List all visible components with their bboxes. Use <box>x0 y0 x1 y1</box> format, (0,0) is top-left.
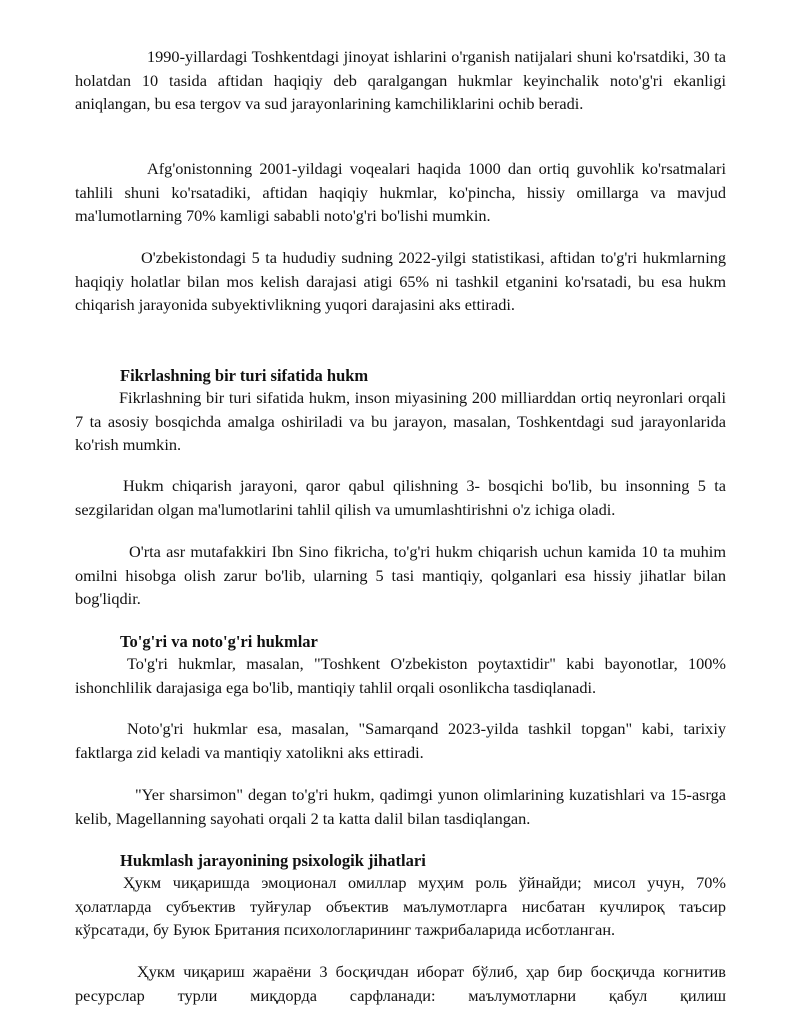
paragraph-emotional-factors: Ҳукм чиқаришда эмоционал омиллар муҳим роль ўйнайди; мисол учун, 70% ҳолатларда субъектив туйғулар объектив маълумотларга нисбатан кучлироқ таъсир кўрсатади, бу Буюк Британия психологларининг тажрибаларида исботланган. <box>75 873 726 940</box>
section-heading-psychological-aspects: Hukmlash jarayonining psixologik jihatlari <box>120 851 426 870</box>
paragraph-brain-neurons: Fikrlashning bir turi sifatida hukm, inson miyasining 200 milliarddan ortiq neyronlari orqali 7 ta asosiy bosqichda amalga oshiriladi va bu jarayon, masalan, Toshkentdagi sud jarayonlarida ko'rish mumkin. <box>75 388 726 455</box>
section-heading-true-false-judgments: To'g'ri va noto'g'ri hukmlar <box>120 632 318 651</box>
paragraph-three-stages: Ҳукм чиқариш жараёни 3 босқичдан иборат бўлиб, ҳар бир босқичда когнитив ресурслар турли миқдорда сарфланади: маълумотларни қабул қилиш <box>75 962 726 1005</box>
paragraph-decision-stage: Hukm chiqarish jarayoni, qaror qabul qilishning 3- bosqichi bo'lib, bu insonning 5 ta sezgilaridan olgan ma'lumotlarini tahlil qilish va umumlashtirishni o'z ichiga oladi. <box>75 476 726 519</box>
paragraph-earth-spherical: "Yer sharsimon" degan to'g'ri hukm, qadimgi yunon olimlarining kuzatishlari va 15-asrga kelib, Magellanning sayohati orqali 2 ta katta dalil bilan tasdiqlangan. <box>75 785 726 828</box>
paragraph-true-judgments: To'g'ri hukmlar, masalan, "Toshkent O'zbekiston poytaxtidir" kabi bayonotlar, 100% ishonchlilik darajasiga ega bo'lib, mantiqiy tahlil orqali osonlikcha tasdiqlanadi. <box>75 654 726 697</box>
paragraph-afghanistan-testimony: Afg'onistonning 2001-yildagi voqealari haqida 1000 dan ortiq guvohlik ko'rsatmalari tahlili shuni ko'rsatadiki, aftidan haqiqiy hukmlar, ko'pincha, hissiy omillarga va mavjud ma'lumotlarning 70% kamligi sababli noto'g'ri bo'lishi mumkin. <box>75 159 726 226</box>
paragraph-uzbekistan-courts: O'zbekistondagi 5 ta hududiy sudning 2022-yilgi statistikasi, aftidan to'g'ri hukmlarning haqiqiy holatlar bilan mos kelish darajasi atigi 65% ni tashkil etganini ko'rsatadi, bu esa hukm chiqarish jarayonida subyektivlikning yuqori darajasini aks ettiradi. <box>75 248 726 315</box>
section-heading-judgment-as-thinking: Fikrlashning bir turi sifatida hukm <box>120 366 369 385</box>
paragraph-1990s-study: 1990-yillardagi Toshkentdagi jinoyat ishlarini o'rganish natijalari shuni ko'rsatdiki, 30 ta holatdan 10 tasida aftidan haqiqiy deb qaralgangan hukmlar keyinchalik noto'g'ri ekanligi aniqlangan, bu esa tergov va sud jarayonlarining kamchiliklarini ochib beradi. <box>75 47 726 114</box>
paragraph-false-judgments: Noto'g'ri hukmlar esa, masalan, "Samarqand 2023-yilda tashkil topgan" kabi, tarixiy faktlarga zid keladi va mantiqiy xatolikni aks ettiradi. <box>75 719 726 762</box>
paragraph-ibn-sino: O'rta asr mutafakkiri Ibn Sino fikricha, to'g'ri hukm chiqarish uchun kamida 10 ta muhim omilni hisobga olish zarur bo'lib, ularning 5 tasi mantiqiy, qolganlari esa hissiy jihatlar bilan bog'liqdir. <box>75 542 726 609</box>
